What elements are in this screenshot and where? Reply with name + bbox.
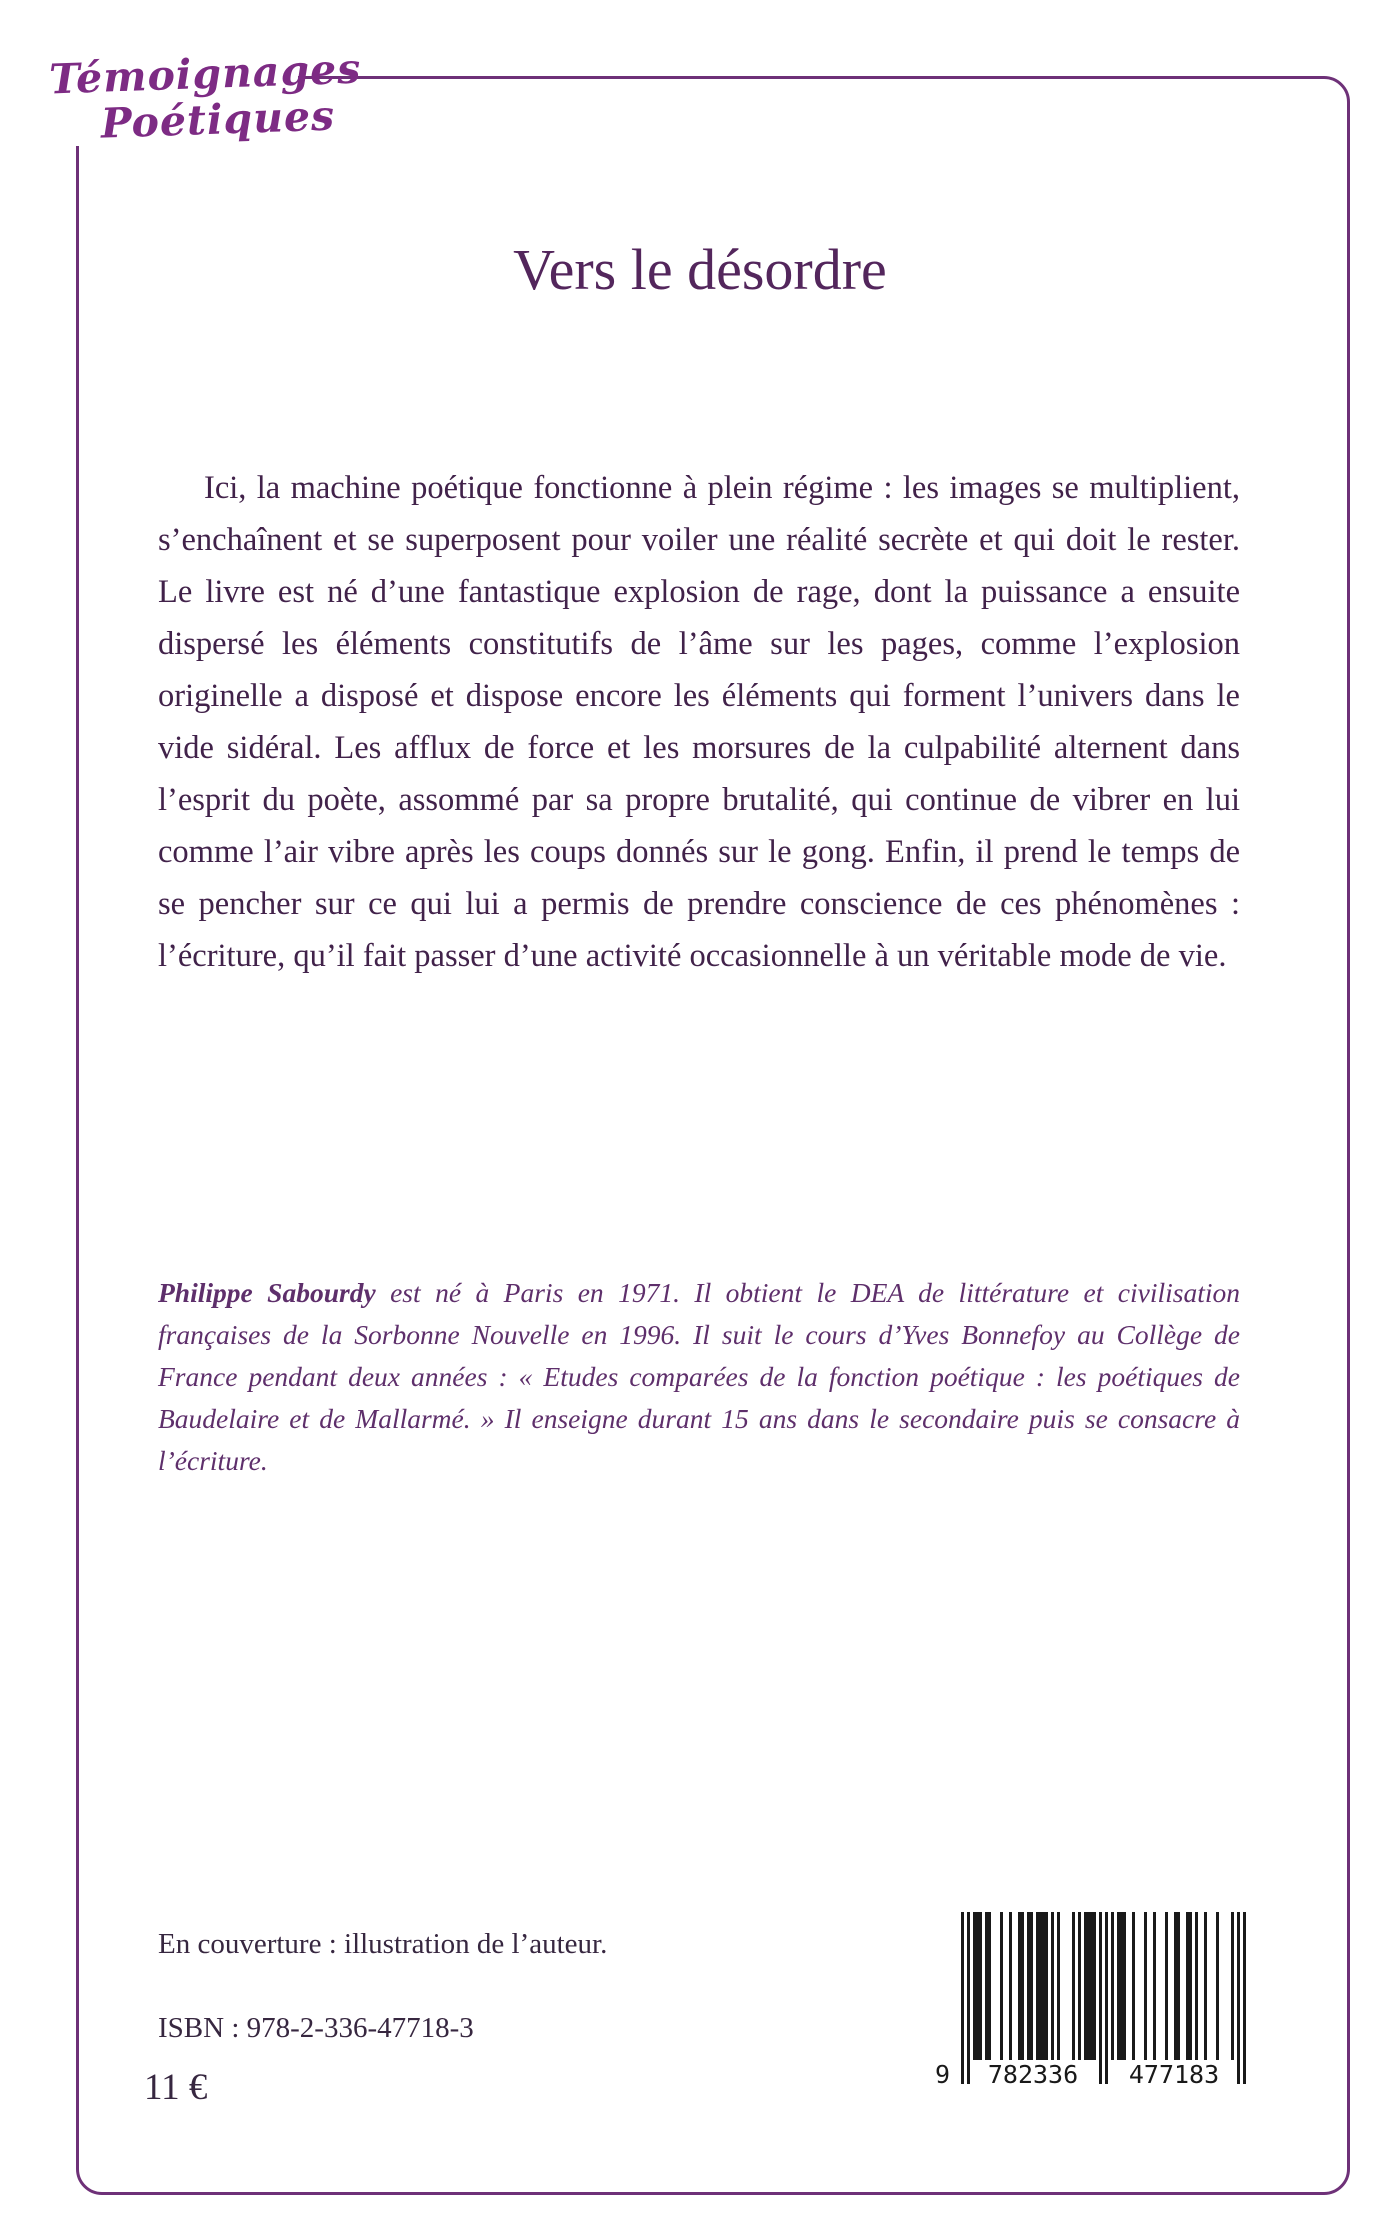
cover-border <box>76 76 1350 2195</box>
book-title: Vers le désordre <box>513 237 887 302</box>
barcode-digits-left: 782336 <box>985 2060 1081 2089</box>
synopsis-text: Ici, la machine poétique fonctionne à plein régime : les images se multiplient, s’enchaînent et se superposent pour voiler une réalité secrète et qui doit le rester. Le livre est né d’une fantastique explosion de rage, dont la puissance a ensuite dispersé les éléments constitutifs de l’âme sur les pages, comme l’explosion originelle a disposé et dispose encore les éléments qui forment l’univers dans le vide sidéral. Les afflux de force et les morsures de la culpabilité alternent dans l’esprit du poète, assommé par sa propre brutalité, qui continue de vibrer en lui comme l’air vibre après les coups donnés sur le gong. Enfin, il prend le temps de se pencher sur ce qui lui a permis de prendre conscience de ces phénomènes : l’écriture, qu’il fait passer d’une activité occasionnelle à un véritable mode de vie. <box>158 470 1240 974</box>
publisher-logo-line1: Témoignages <box>48 44 362 104</box>
isbn: ISBN : 978-2-336-47718-3 <box>158 2012 474 2044</box>
barcode-digits-right: 477183 <box>1126 2060 1222 2089</box>
barcode-digit-first: 9 <box>935 2060 951 2089</box>
barcode-digits <box>933 2060 1247 2090</box>
price: 11 € <box>144 2067 208 2108</box>
author-bio <box>158 1272 1240 1482</box>
publisher-logo-line2: Poétiques <box>99 91 336 148</box>
cover-credit: En couverture : illustration de l’auteur. <box>158 1928 608 1960</box>
author-bio-text: est né à Paris en 1971. Il obtient le DEA de littérature et civilisation françaises de la Sorbonne Nouvelle en 1996. Il suit le cours d’Yves Bonnefoy au Collège de France pendant deux années : « Etudes comparées de la fonction poétique : les poétiques de Baudelaire et de Mallarmé. » Il enseigne durant 15 ans dans le secondaire puis se consacre à l’écriture. <box>158 1277 1240 1477</box>
author-name: Philippe Sabourdy <box>158 1277 376 1308</box>
publisher-logo <box>48 44 363 150</box>
barcode <box>933 1912 1247 2096</box>
